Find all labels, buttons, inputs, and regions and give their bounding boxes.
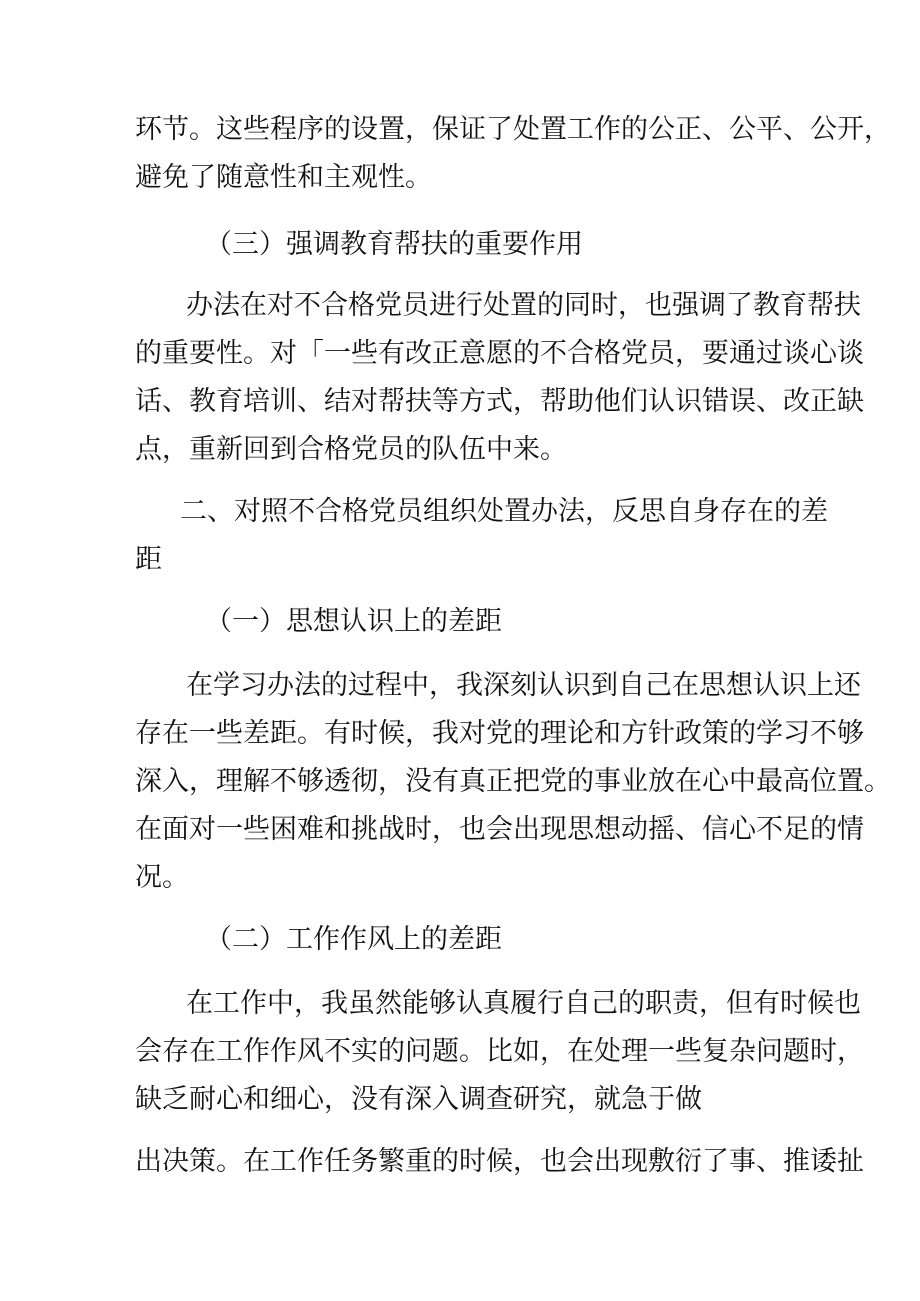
text-line: 缺乏耐心和细心，没有深入调查研究，就急于做 xyxy=(135,1084,702,1115)
section-heading: （二）工作作风上的差距 xyxy=(205,924,502,955)
text-line: 环节。这些程序的设置，保证了处置工作的公正、公平、公开， xyxy=(135,114,891,145)
text-line: 存在一些差距。有时候，我对党的理论和方针政策的学习不够 xyxy=(135,718,864,749)
section-heading: 二、对照不合格党员组织处置办法，反思自身存在的差 xyxy=(180,496,828,527)
section-heading: 距 xyxy=(135,544,162,575)
text-line: 点，重新回到合格党员的队伍中来。 xyxy=(135,434,567,465)
text-line: 出决策。在工作任务繁重的时候，也会出现敷衍了事、推诿扯 xyxy=(135,1146,864,1177)
section-heading: （一）思想认识上的差距 xyxy=(205,606,502,637)
text-line: 在工作中，我虽然能够认真履行自己的职责，但有时候也 xyxy=(186,988,861,1019)
text-line: 会存在工作作风不实的问题。比如，在处理一些复杂问题时， xyxy=(135,1036,864,1067)
text-line: 避免了随意性和主观性。 xyxy=(135,162,432,193)
text-line: 在面对一些困难和挑战时，也会出现思想动摇、信心不足的情 xyxy=(135,814,864,845)
text-line: 的重要性。对「一些有改正意愿的不合格党员，要通过谈心谈 xyxy=(135,338,864,369)
text-line: 办法在对不合格党员进行处置的同时，也强调了教育帮扶 xyxy=(186,290,861,321)
text-line: 话、教育培训、结对帮扶等方式，帮助他们认识错误、改正缺 xyxy=(135,386,864,417)
section-heading: （三）强调教育帮扶的重要作用 xyxy=(205,229,583,260)
text-line: 深入，理解不够透彻，没有真正把党的事业放在心中最高位置。 xyxy=(135,766,891,797)
text-line: 在学习办法的过程中，我深刻认识到自己在思想认识上还 xyxy=(186,670,861,701)
text-line: 况。 xyxy=(135,862,189,893)
